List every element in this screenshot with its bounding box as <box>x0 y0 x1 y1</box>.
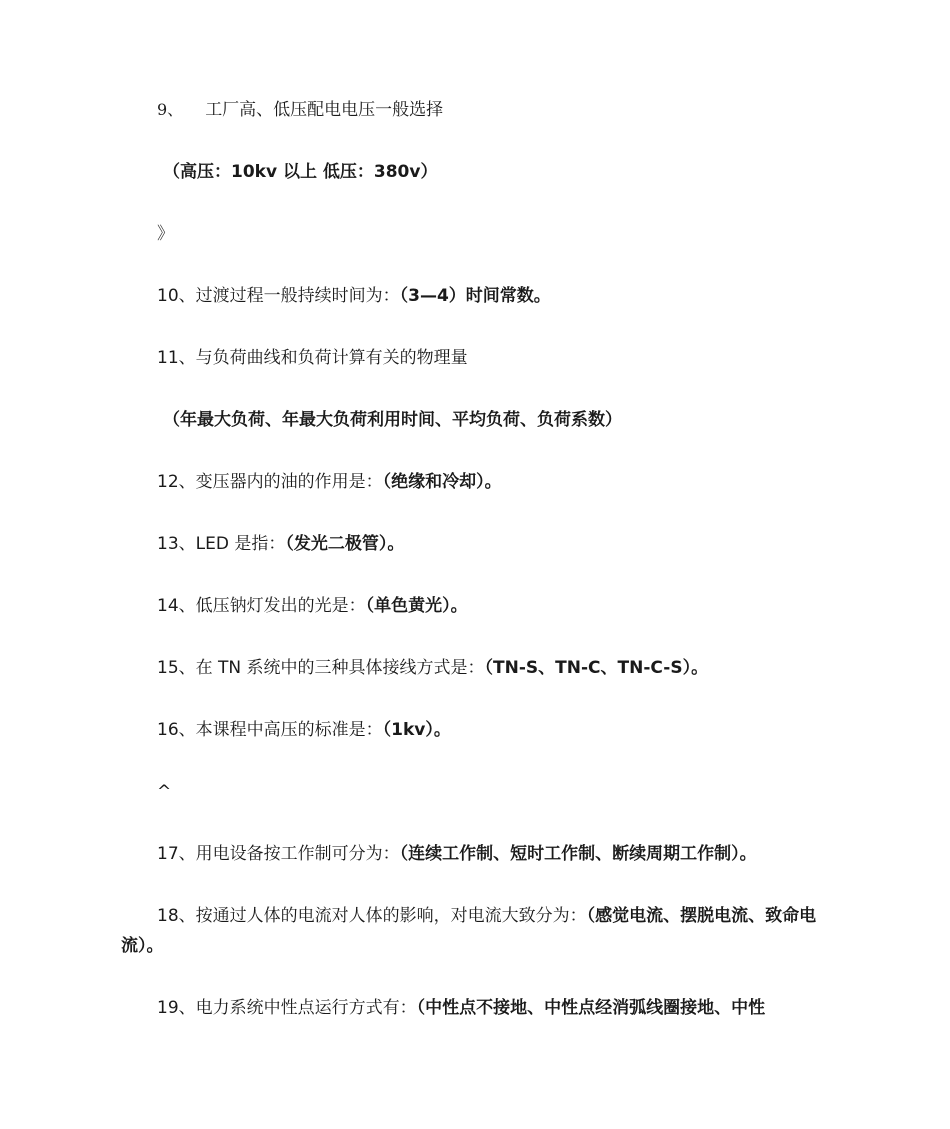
stray-mark-1: 》 <box>157 224 174 244</box>
question-19-text: 19、电力系统中性点运行方式有： <box>157 998 417 1018</box>
question-11-answer: （年最大负荷、年最大负荷利用时间、平均负荷、负荷系数） <box>163 410 622 430</box>
question-14 <box>157 591 468 621</box>
question-9-answer: （高压：10kv 以上 低压：380v） <box>163 162 438 182</box>
question-18-answer: （感觉电流、摆脱电流、致命电流）。 <box>121 906 817 956</box>
question-12 <box>157 467 502 497</box>
question-18 <box>121 901 841 961</box>
question-9-number: 9、 <box>157 100 184 119</box>
question-17 <box>157 839 757 869</box>
question-13-answer: （发光二极管）。 <box>285 534 405 554</box>
question-9 <box>157 95 443 125</box>
question-17-answer: （连续工作制、短时工作制、断续周期工作制）。 <box>399 844 757 864</box>
question-14-text: 14、低压钠灯发出的光是： <box>157 596 366 616</box>
question-19-answer: （中性点不接地、中性点经消弧线圈接地、中性 <box>416 998 766 1018</box>
question-12-answer: （绝缘和冷却）。 <box>382 472 502 492</box>
question-10-answer: （3—4）时间常数。 <box>399 286 551 306</box>
question-10 <box>157 281 551 311</box>
question-14-answer: （单色黄光）。 <box>365 596 468 616</box>
question-10-text: 10、过渡过程一般持续时间为： <box>157 286 400 306</box>
question-15-text: 15、在 TN 系统中的三种具体接线方式是： <box>157 658 485 678</box>
question-16-answer: （1kv）。 <box>382 720 451 740</box>
question-15 <box>157 653 708 683</box>
question-9-text: 工厂高、低压配电电压一般选择 <box>205 100 444 120</box>
question-11: 11、与负荷曲线和负荷计算有关的物理量 <box>157 348 468 368</box>
stray-mark-2: ^ <box>157 782 172 802</box>
question-12-text: 12、变压器内的油的作用是： <box>157 472 383 492</box>
question-19 <box>157 993 765 1023</box>
question-16-text: 16、本课程中高压的标准是： <box>157 720 383 740</box>
question-13-text: 13、LED 是指： <box>157 534 286 554</box>
question-13 <box>157 529 404 559</box>
question-17-text: 17、用电设备按工作制可分为： <box>157 844 400 864</box>
question-18-text: 18、按通过人体的电流对人体的影响，对电流大致分为： <box>157 906 587 926</box>
question-15-answer: （TN-S、TN-C、TN-C-S）。 <box>484 658 709 678</box>
question-16 <box>157 715 451 745</box>
